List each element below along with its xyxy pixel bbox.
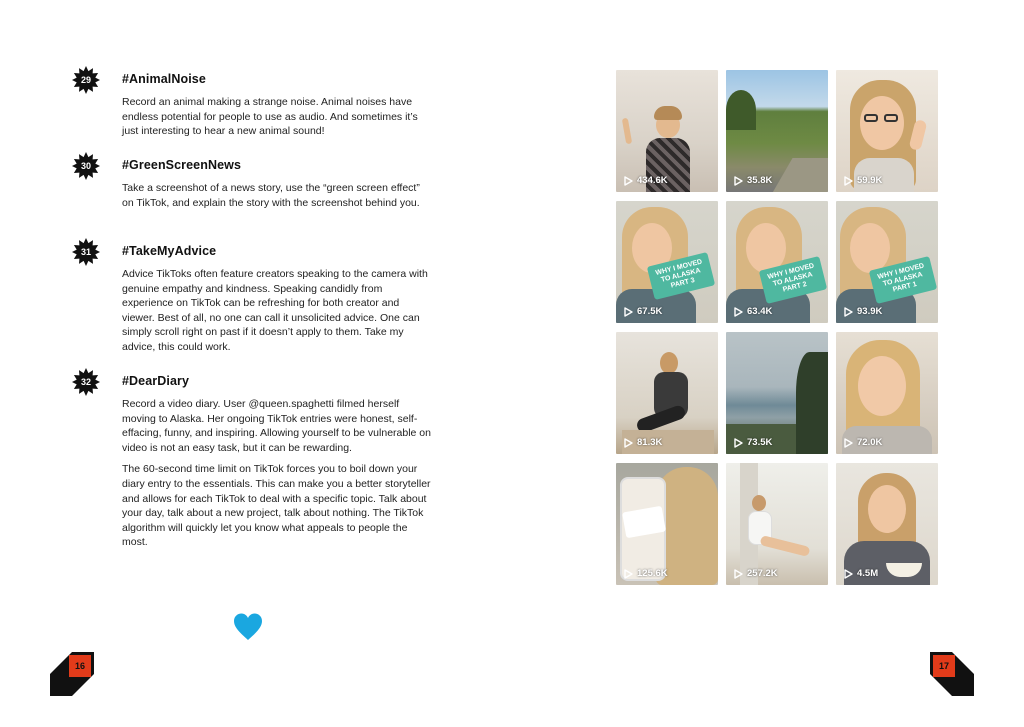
play-icon (734, 307, 743, 317)
play-icon (734, 438, 743, 448)
page-number-right: 17 (933, 655, 955, 677)
view-count: 93.9K (844, 306, 882, 317)
tip-body: Advice TikToks often feature creators speaking to the camera with genuine empathy and kindness. Speaking candidly from experience on TikTok can be refreshing for both creator and viewer. Best of all, no one can call it unsolicited advice. One can simply scroll right on past if it doesn’t apply to them. Take my advice, this could work. (122, 268, 428, 353)
starburst-badge-icon (72, 66, 100, 94)
view-count: 67.5K (624, 306, 662, 317)
video-thumbnail[interactable] (616, 201, 718, 323)
tip-title: #GreenScreenNews (122, 158, 242, 172)
view-count: 59.9K (844, 175, 882, 186)
play-icon (844, 307, 853, 317)
tiktok-video-grid (616, 70, 938, 585)
video-thumbnail[interactable] (616, 70, 718, 192)
tip-title: #DearDiary (122, 374, 190, 388)
tip-animal-noise (72, 72, 432, 139)
play-icon (734, 569, 743, 579)
tip-body: Record an animal making a strange noise. Animal noises have endless potential for people to use as audio. And sometimes it’s just interesting to hear a new animal sound! (122, 96, 418, 138)
video-thumbnail[interactable] (726, 463, 828, 585)
view-count: 257.2K (734, 568, 778, 579)
tip-take-my-advice (72, 244, 432, 355)
play-icon (624, 438, 633, 448)
video-thumbnail[interactable] (726, 70, 828, 192)
video-sign-text: WHY I MOVED TO ALASKA PART 2 (759, 256, 827, 304)
view-count: 63.4K (734, 306, 772, 317)
video-thumbnail[interactable] (616, 332, 718, 454)
video-thumbnail[interactable] (836, 463, 938, 585)
starburst-badge-icon (72, 152, 100, 180)
view-count: 73.5K (734, 437, 772, 448)
video-thumbnail[interactable] (726, 332, 828, 454)
play-icon (844, 176, 853, 186)
tip-title: #TakeMyAdvice (122, 244, 217, 258)
view-count: 81.3K (624, 437, 662, 448)
heart-icon (233, 612, 263, 642)
view-count: 4.5M (844, 568, 878, 579)
tip-body: Take a screenshot of a news story, use the “green screen effect” on TikTok, and explain the story with the screenshot behind you. (122, 182, 420, 209)
tip-number: 30 (80, 161, 91, 171)
video-sign-text: WHY I MOVED TO ALASKA PART 1 (869, 256, 937, 304)
play-icon (624, 307, 633, 317)
video-thumbnail[interactable] (836, 201, 938, 323)
video-thumbnail[interactable] (836, 70, 938, 192)
view-count: 125.6K (624, 568, 668, 579)
starburst-badge-icon (72, 368, 100, 396)
view-count: 72.0K (844, 437, 882, 448)
tip-green-screen-news (72, 158, 432, 210)
video-sign-text: WHY I MOVED TO ALASKA PART 3 (647, 252, 715, 300)
tip-title: #AnimalNoise (122, 72, 206, 86)
view-count: 434.6K (624, 175, 668, 186)
tip-body: Record a video diary. User @queen.spaghetti filmed herself moving to Alaska. Her ongoing TikTok entries were honest, self-effacing, funny, and inspiring. Allowing yourself to be vulnerable on video is not an easy task, but it can be rewarding. (122, 398, 431, 454)
tip-number: 32 (80, 377, 91, 387)
tip-number: 29 (80, 75, 91, 85)
starburst-badge-icon (72, 238, 100, 266)
play-icon (844, 569, 853, 579)
play-icon (624, 569, 633, 579)
tip-number: 31 (80, 247, 91, 257)
play-icon (624, 176, 633, 186)
tip-dear-diary (72, 374, 432, 550)
page-corner-left (50, 652, 94, 696)
video-thumbnail[interactable] (836, 332, 938, 454)
page-number-left: 16 (69, 655, 91, 677)
page-corner-right (930, 652, 974, 696)
video-thumbnail[interactable] (726, 201, 828, 323)
view-count: 35.8K (734, 175, 772, 186)
tip-body: The 60-second time limit on TikTok forces you to boil down your diary entry to the essentials. This can make you a better storyteller and allows for each TikTok to deal with a specific topic. Talk about your day, talk about a new project, talk about nothing. The TikTok algorithm will quickly let you know what appeals to people the most. (122, 463, 431, 549)
play-icon (844, 438, 853, 448)
video-thumbnail[interactable] (616, 463, 718, 585)
play-icon (734, 176, 743, 186)
